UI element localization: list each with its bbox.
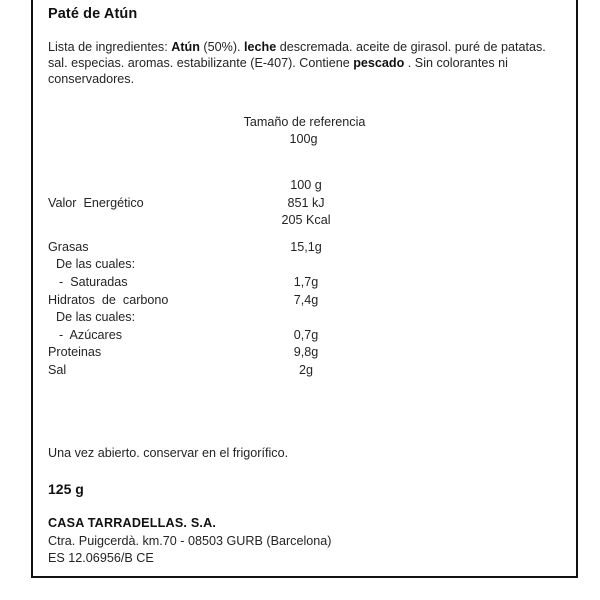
company-address: Ctra. Puigcerdà. km.70 - 08503 GURB (Barcelona) — [48, 533, 332, 548]
nutrition-table — [33, 178, 576, 381]
nutrition-row-label: - Azúcares — [59, 327, 122, 342]
nutrition-row-value: 205 Kcal — [281, 213, 331, 228]
nutrition-row-value: 0,7g — [293, 327, 319, 342]
net-weight: 125 g — [48, 481, 84, 497]
nutrition-row — [33, 310, 576, 328]
nutrition-row-label: De las cuales: — [56, 310, 136, 325]
nutrition-label-frame — [31, 0, 578, 578]
manufacturer-block — [48, 515, 331, 568]
label-content — [33, 0, 576, 576]
nutrition-row-label: Grasas — [48, 239, 89, 254]
nutrition-row-value: 15,1g — [290, 239, 322, 254]
allergen-pescado: pescado — [353, 56, 405, 70]
nutrition-row-value: 7,4g — [293, 292, 319, 307]
nutrition-row-value: 2g — [298, 362, 313, 377]
nutrition-row-label: Hidratos de carbono — [48, 292, 169, 307]
nutrition-row — [33, 275, 576, 293]
nutrition-row — [33, 345, 576, 363]
allergen-leche: leche — [244, 39, 277, 54]
nutrition-row-value: 9,8g — [293, 345, 319, 360]
reference-size-title: Tamaño de referencia — [243, 115, 366, 129]
company-registration-number: ES 12.06956/B CE — [48, 551, 154, 565]
ingredients-segment-1: (50%). — [199, 39, 245, 54]
page-title: Paté de Atún — [48, 6, 138, 22]
nutrition-row-value: 851 kJ — [287, 195, 325, 210]
nutrition-row — [33, 293, 576, 311]
ingredients-segment-2: descremada. aceite de girasol. puré de patatas. sal. especias. aromas. estabilizante (E-407). Contiene — [48, 39, 546, 70]
nutrition-row — [33, 213, 576, 231]
ingredients-segment-3: . Sin colorantes ni conservadores. — [48, 56, 508, 87]
nutrition-row-label: Proteinas — [48, 345, 102, 360]
nutrition-row-label: - Saturadas — [59, 274, 128, 289]
nutrition-row-value: 100 g — [290, 178, 322, 192]
company-name: CASA TARRADELLAS. S.A. — [48, 516, 217, 530]
ingredients-prefix: Lista de ingredientes: — [48, 39, 172, 54]
nutrition-row — [33, 240, 576, 258]
nutrition-row — [33, 363, 576, 381]
nutrition-column-header — [33, 178, 576, 196]
nutrition-spacer — [33, 231, 576, 240]
nutrition-row-label: Valor Energético — [48, 195, 144, 210]
nutrition-row-label: De las cuales: — [56, 257, 136, 272]
ingredients-paragraph — [48, 39, 550, 88]
storage-instructions: Una vez abierto. conservar en el frigorífico. — [48, 446, 289, 460]
reference-size-value: 100g — [289, 132, 318, 146]
allergen-atun: Atún — [171, 39, 200, 54]
nutrition-row-label: Sal — [48, 362, 67, 377]
nutrition-row-value: 1,7g — [293, 274, 319, 289]
nutrition-row — [33, 257, 576, 275]
reference-size-block — [33, 114, 576, 148]
nutrition-row — [33, 328, 576, 346]
nutrition-row — [33, 196, 576, 214]
